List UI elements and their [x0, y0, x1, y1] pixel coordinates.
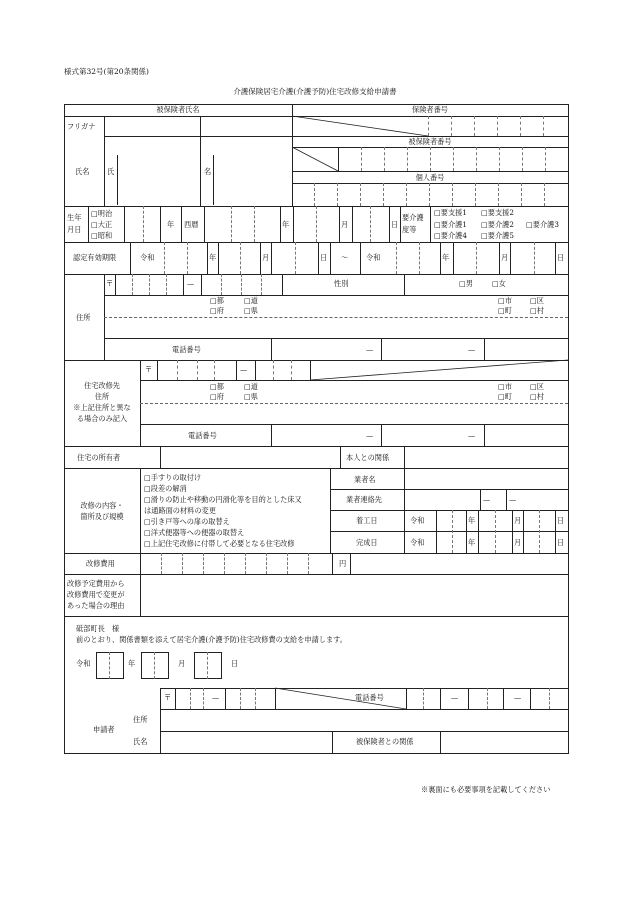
contact-dash-2: —	[509, 495, 517, 504]
validity-month: 月	[262, 253, 270, 262]
care-level5-checkbox[interactable]: □ 要介護5	[481, 232, 514, 239]
applicant-postal-mark: 〒	[164, 693, 172, 702]
family-name-label: 氏	[107, 167, 115, 176]
care-level2-checkbox[interactable]: □ 要介護2	[481, 221, 514, 228]
validity-day-2: 日	[557, 253, 565, 262]
complete-year: 年	[468, 538, 476, 547]
address-label: 住所	[76, 313, 91, 322]
insurer-number-field[interactable]	[429, 117, 567, 135]
phone-dash-1: —	[366, 345, 374, 354]
renovation-step-checkbox[interactable]: □ 段差の解消	[144, 485, 187, 492]
applicant-relation-label: 被保険者との関係	[356, 737, 414, 746]
given-name-label: 名	[204, 167, 212, 176]
validity-era: 令和	[140, 253, 155, 262]
footer-note: ※裏面にも必要事項を記載してください	[421, 785, 551, 794]
applicant-phone-dash-1: —	[451, 693, 459, 702]
birth-year-unit: 年	[167, 220, 175, 229]
declaration-text: 前のとおり、関係書類を添えて居宅介護(介護予防)住宅改修費の支給を申請します。	[76, 635, 347, 644]
contractor-contact-label: 業者連絡先	[346, 495, 382, 504]
male-checkbox[interactable]: □ 男	[459, 280, 473, 287]
reno-address-label-2: 住所	[94, 392, 110, 401]
care-level-label-1: 要介護	[402, 213, 424, 222]
reno-pref-ken-checkbox[interactable]: □ 県	[244, 393, 258, 400]
address-detail-field[interactable]	[105, 318, 567, 337]
owner-label: 住宅の所有者	[77, 453, 121, 462]
start-day: 日	[557, 516, 565, 525]
reno-address-label-1: 住宅改修先	[84, 381, 120, 390]
care-level3-checkbox[interactable]: □ 要介護3	[526, 221, 559, 228]
applicant-phone-label: 電話番号	[355, 693, 384, 702]
western-label: 西暦	[184, 220, 199, 229]
start-month: 月	[514, 516, 522, 525]
phone-label: 電話番号	[172, 345, 201, 354]
furigana-family-field[interactable]	[105, 117, 199, 135]
city-machi-checkbox[interactable]: □ 町	[498, 307, 512, 314]
birth-month-unit: 月	[341, 220, 349, 229]
care-level1-checkbox[interactable]: □ 要介護1	[434, 221, 467, 228]
gender-label: 性別	[334, 279, 349, 288]
reno-pref-to-checkbox[interactable]: □ 都	[210, 383, 224, 390]
insured-number-field[interactable]	[339, 148, 567, 170]
owner-relation-field[interactable]	[405, 447, 567, 467]
validity-year: 年	[209, 253, 217, 262]
reno-phone-dash-1: —	[366, 431, 374, 440]
insured-name-header: 被保険者氏名	[156, 105, 200, 114]
applicant-address-field[interactable]	[161, 710, 567, 730]
reason-label-2: 改修費用で変更が	[67, 590, 125, 599]
reno-address-detail-field[interactable]	[141, 404, 567, 423]
renovation-door-checkbox[interactable]: □ 引き戸等への扉の取替え	[144, 518, 230, 525]
city-ku-checkbox[interactable]: □ 区	[530, 297, 544, 304]
decl-year-field[interactable]	[97, 653, 122, 677]
form-number: 様式第32号(第20条関係)	[64, 67, 149, 76]
start-year: 年	[468, 516, 476, 525]
applicant-postal-dash: —	[212, 693, 220, 702]
complete-day: 日	[557, 538, 565, 547]
applicant-name-label: 氏名	[133, 737, 148, 746]
decl-day: 日	[231, 659, 239, 668]
decl-era: 令和	[76, 659, 91, 668]
page-title: 介護保険居宅介護(介護予防)住宅改修支給申請書	[233, 87, 397, 96]
reno-postal-dash: —	[240, 365, 248, 374]
start-date-label: 着工日	[356, 516, 378, 525]
complete-month: 月	[514, 538, 522, 547]
decl-day-field[interactable]	[195, 653, 220, 677]
validity-day: 日	[320, 253, 328, 262]
applicant-address-label: 住所	[133, 715, 148, 724]
insured-number-header: 被保険者番号	[408, 137, 452, 146]
care-support1-checkbox[interactable]: □ 要支援1	[434, 209, 467, 216]
reno-phone-label: 電話番号	[188, 431, 217, 440]
given-name-field[interactable]	[214, 140, 291, 204]
care-level4-checkbox[interactable]: □ 要介護4	[434, 232, 467, 239]
cost-label: 改修費用	[86, 559, 115, 568]
city-mura-checkbox[interactable]: □ 村	[530, 307, 544, 314]
birth-label-2: 月日	[67, 225, 82, 234]
era-meiji-checkbox[interactable]: □ 明治	[91, 210, 112, 217]
decl-month-field[interactable]	[142, 653, 167, 677]
female-checkbox[interactable]: □ 女	[492, 280, 506, 287]
decl-month: 月	[178, 659, 186, 668]
era-taisho-checkbox[interactable]: □ 大正	[91, 221, 112, 228]
reno-pref-fu-checkbox[interactable]: □ 府	[210, 393, 224, 400]
yen-unit: 円	[339, 559, 347, 568]
pref-to-checkbox[interactable]: □ 都	[210, 297, 224, 304]
validity-year-2: 年	[442, 253, 450, 262]
renovation-label-2: 箇所及び規模	[80, 512, 124, 521]
owner-field[interactable]	[161, 447, 339, 467]
validity-tilde: 〜	[341, 253, 349, 262]
cost-field[interactable]	[141, 554, 331, 573]
renovation-toilet-checkbox[interactable]: □ 洋式便器等への便器の取替え	[144, 529, 244, 536]
reno-city-shi-checkbox[interactable]: □ 市	[498, 383, 512, 390]
contractor-label: 業者名	[354, 475, 376, 484]
city-shi-checkbox[interactable]: □ 市	[498, 297, 512, 304]
family-name-field[interactable]	[118, 140, 199, 204]
applicant-name-field[interactable]	[161, 732, 331, 752]
pref-ken-checkbox[interactable]: □ 県	[244, 307, 258, 314]
era-showa-checkbox[interactable]: □ 昭和	[91, 232, 112, 239]
reno-pref-do-checkbox[interactable]: □ 道	[244, 383, 258, 390]
furigana-given-field[interactable]	[201, 117, 291, 135]
applicant-label: 申請者	[93, 725, 115, 734]
reno-city-machi-checkbox[interactable]: □ 町	[498, 393, 512, 400]
contractor-field[interactable]	[405, 469, 567, 488]
renovation-handrail-checkbox[interactable]: □ 手すりの取付け	[144, 474, 201, 481]
decl-year: 年	[128, 659, 136, 668]
owner-relation-label: 本人との関係	[346, 453, 390, 462]
insurer-number-header: 保険者番号	[412, 105, 448, 114]
reno-city-mura-checkbox[interactable]: □ 村	[530, 393, 544, 400]
name-label: 氏名	[75, 167, 90, 176]
applicant-phone-dash-2: —	[514, 693, 522, 702]
reno-address-label-3: ※上記住所と異な	[73, 403, 131, 412]
care-support2-checkbox[interactable]: □ 要支援2	[481, 209, 514, 216]
postal-mark: 〒	[106, 279, 114, 288]
addressee: 砥部町長 様	[76, 624, 120, 633]
renovation-floor-checkbox[interactable]: □ 滑りの防止や移動の円滑化等を目的とした床又	[144, 496, 302, 503]
reason-label-3: あった場合の理由	[67, 601, 125, 610]
renovation-incidental-checkbox[interactable]: □ 上記住宅改修に付帯して必要となる住宅改修	[144, 540, 295, 547]
complete-era: 令和	[410, 538, 425, 547]
personal-number-header: 個人番号	[415, 173, 445, 182]
pref-fu-checkbox[interactable]: □ 府	[210, 307, 224, 314]
start-era: 令和	[410, 516, 425, 525]
applicant-relation-field[interactable]	[441, 732, 567, 752]
validity-label: 認定有効期限	[73, 253, 117, 262]
complete-date-label: 完成日	[356, 538, 378, 547]
postal-dash: —	[187, 279, 195, 288]
validity-month-2: 月	[501, 253, 509, 262]
birth-label-1: 生年	[67, 213, 82, 222]
personal-number-field[interactable]	[293, 184, 567, 205]
renovation-label-1: 改修の内容・	[80, 501, 124, 510]
contact-dash-1: —	[483, 495, 491, 504]
birth-year-unit-2: 年	[282, 220, 290, 229]
reno-address-label-4: る場合のみ記入	[76, 414, 128, 423]
reno-phone-dash-2: —	[468, 431, 476, 440]
validity-era-2: 令和	[366, 253, 381, 262]
reason-label-1: 改修予定費用から	[67, 579, 125, 588]
renovation-floor-cont: は通路面の材料の変更	[144, 506, 216, 515]
care-level-label-2: 度等	[402, 225, 417, 234]
reno-city-ku-checkbox[interactable]: □ 区	[530, 383, 544, 390]
pref-do-checkbox[interactable]: □ 道	[244, 297, 258, 304]
reason-field[interactable]	[141, 575, 567, 615]
reno-postal-mark: 〒	[145, 365, 153, 374]
phone-dash-2: —	[468, 345, 476, 354]
furigana-label: フリガナ	[67, 122, 96, 131]
birth-day-unit: 日	[391, 220, 399, 229]
